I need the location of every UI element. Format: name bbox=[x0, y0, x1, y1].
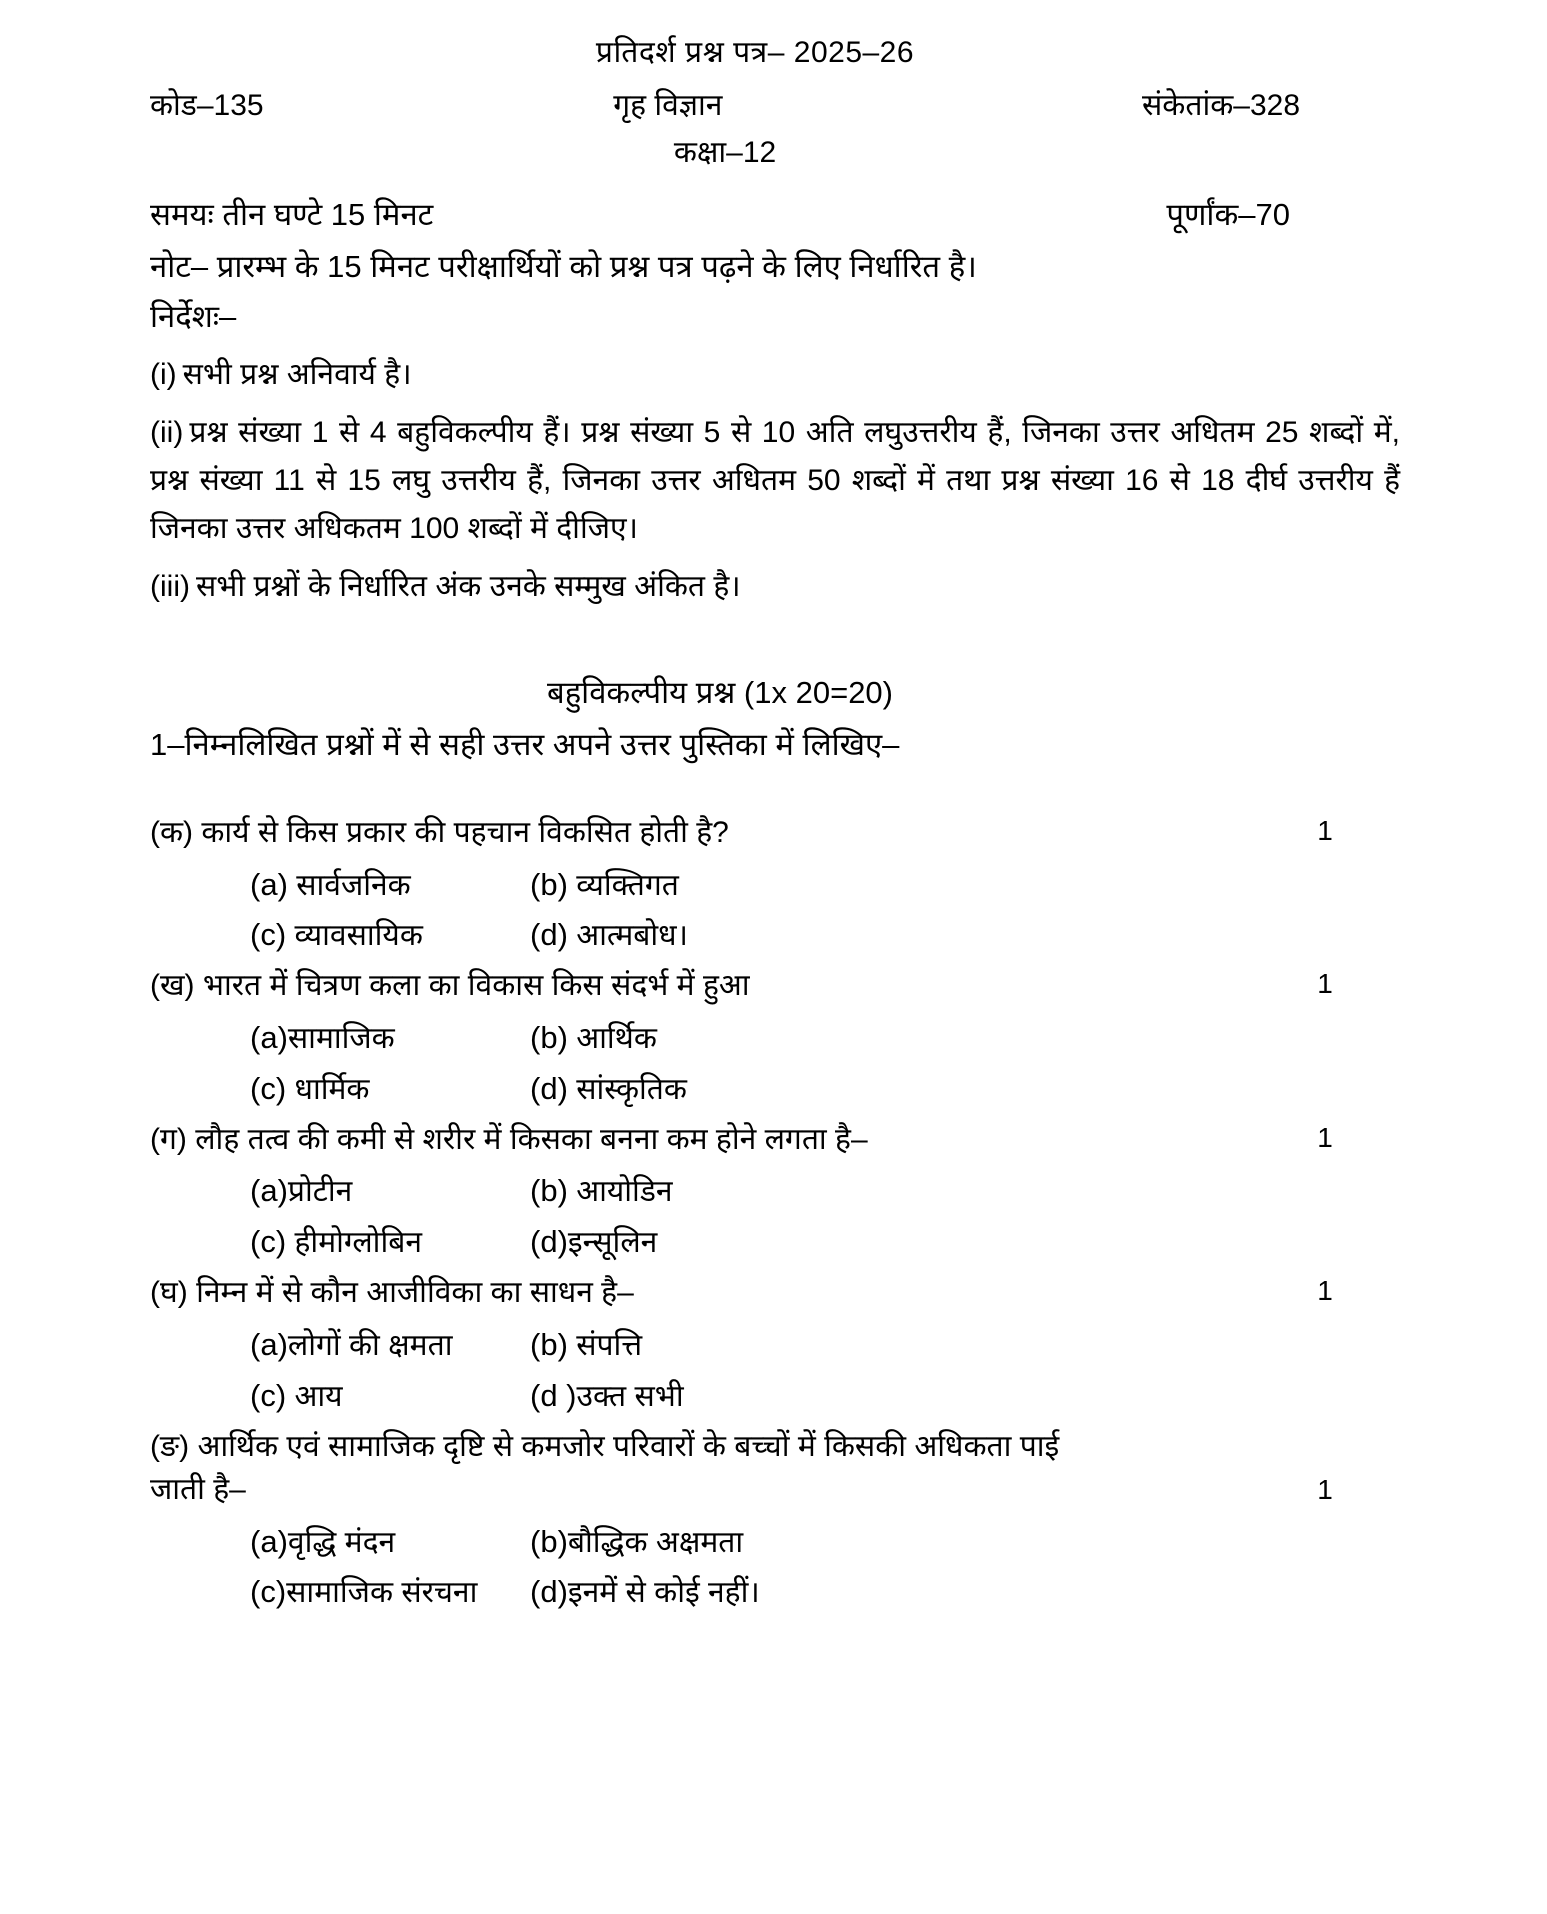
option-item[interactable] bbox=[250, 1169, 530, 1214]
option-item[interactable] bbox=[530, 1520, 743, 1565]
option-tag: (a) bbox=[250, 1326, 288, 1362]
question-label: (घ) bbox=[150, 1276, 188, 1310]
class-label: कक्षा–12 bbox=[673, 136, 777, 169]
option-tag: (c) bbox=[250, 1574, 287, 1610]
question-1-directive: 1–निम्नलिखित प्रश्नों में से सही उत्तर अपने उत्तर पुस्तिका में लिखिए– bbox=[150, 727, 900, 762]
instruction-item bbox=[150, 563, 1400, 611]
exam-duration: समयः तीन घण्टे 15 मिनट bbox=[150, 197, 434, 232]
option-text: व्यक्तिगत bbox=[567, 868, 679, 902]
option-text: सांस्कृतिक bbox=[567, 1072, 687, 1106]
question-body-cont: जाती है– bbox=[150, 1473, 246, 1506]
option-tag: (a) bbox=[250, 1019, 288, 1055]
option-item[interactable] bbox=[250, 1570, 530, 1615]
question-label: (ख) bbox=[150, 969, 195, 1003]
option-item[interactable] bbox=[250, 863, 530, 908]
option-tag: (b) bbox=[530, 1523, 568, 1559]
question-label: (ग) bbox=[150, 1122, 187, 1156]
option-item[interactable] bbox=[530, 1067, 687, 1112]
question-marks: 1 bbox=[1317, 968, 1333, 1000]
option-item[interactable] bbox=[250, 1220, 530, 1265]
question-text bbox=[150, 1425, 1400, 1469]
option-text: आयोडिन bbox=[567, 1175, 673, 1209]
option-text: सार्वजनिक bbox=[287, 868, 411, 902]
question-marks: 1 bbox=[1317, 1121, 1333, 1153]
option-row bbox=[150, 1374, 1400, 1419]
question-label: (क) bbox=[150, 816, 194, 849]
question-body: निम्न में से कौन आजीविका का साधन है– bbox=[196, 1276, 634, 1310]
option-row bbox=[150, 1016, 1400, 1061]
option-text: हीमोग्लोबिन bbox=[286, 1226, 422, 1260]
question-marks: 1 bbox=[1317, 1474, 1333, 1505]
question-item bbox=[150, 964, 1400, 1111]
question-stem bbox=[150, 964, 1400, 1008]
option-row bbox=[150, 1067, 1400, 1112]
instruction-text: सभी प्रश्नों के निर्धारित अंक उनके सम्मुख अंकित है। bbox=[195, 570, 741, 603]
option-text: वृद्धि मंदन bbox=[287, 1525, 396, 1559]
option-item[interactable] bbox=[250, 913, 530, 958]
option-item[interactable] bbox=[530, 863, 679, 908]
question-text bbox=[150, 811, 1250, 855]
question-body: लौह तत्व की कमी से शरीर में किसका बनना कम होने लगता है– bbox=[195, 1122, 868, 1156]
question-stem bbox=[150, 1425, 1400, 1512]
question-stem bbox=[150, 1118, 1400, 1162]
paper-title: प्रतिदर्श प्रश्न पत्र– 2025–26 bbox=[595, 36, 915, 69]
option-item[interactable] bbox=[250, 1374, 530, 1419]
option-text: सामाजिक संरचना bbox=[286, 1576, 478, 1610]
instruction-text: सभी प्रश्न अनिवार्य है। bbox=[182, 358, 412, 391]
option-tag: (c) bbox=[250, 1224, 287, 1260]
option-tag: (b) bbox=[530, 1019, 568, 1055]
mcq-section-heading: बहुविकल्पीय प्रश्न (1x 20=20) bbox=[547, 675, 893, 710]
option-item[interactable] bbox=[530, 1220, 657, 1265]
option-item[interactable] bbox=[530, 1323, 642, 1368]
option-item[interactable] bbox=[250, 1067, 530, 1112]
option-tag: (b) bbox=[530, 1173, 568, 1209]
option-tag: (d) bbox=[530, 1224, 568, 1260]
option-item[interactable] bbox=[250, 1016, 530, 1061]
option-tag: (a) bbox=[250, 866, 288, 902]
option-text: आत्मबोध। bbox=[567, 919, 688, 953]
instruction-label: (ii) bbox=[150, 416, 184, 449]
option-text: आय bbox=[286, 1379, 343, 1413]
page-content bbox=[150, 30, 1400, 1621]
option-row bbox=[150, 1220, 1400, 1265]
option-tag: (a) bbox=[250, 1173, 288, 1209]
option-row bbox=[150, 863, 1400, 908]
option-text: लोगों की क्षमता bbox=[287, 1328, 453, 1362]
question-item bbox=[150, 811, 1400, 958]
option-item[interactable] bbox=[250, 1520, 530, 1565]
question-body: आर्थिक एवं सामाजिक दृष्टि से कमजोर परिवारों के बच्चों में किसकी अधिकता पाई bbox=[197, 1429, 1060, 1463]
question-stem bbox=[150, 811, 1400, 855]
option-tag: (b) bbox=[530, 1326, 568, 1362]
option-text: धार्मिक bbox=[286, 1072, 370, 1106]
option-text: प्रोटीन bbox=[287, 1175, 353, 1209]
question-item bbox=[150, 1271, 1400, 1418]
instruction-label: (iii) bbox=[150, 570, 190, 603]
question-item bbox=[150, 1425, 1400, 1616]
sanketank-code: संकेतांक–328 bbox=[1142, 89, 1300, 122]
option-text: उक्त सभी bbox=[576, 1379, 684, 1413]
option-item[interactable] bbox=[530, 913, 688, 958]
question-text bbox=[150, 1118, 1250, 1162]
option-item[interactable] bbox=[530, 1169, 673, 1214]
option-text: संपत्ति bbox=[567, 1328, 643, 1362]
option-row bbox=[150, 1323, 1400, 1368]
paper-code: कोड–135 bbox=[150, 89, 264, 122]
instruction-item bbox=[150, 351, 1400, 399]
instructions-heading: निर्देशः– bbox=[150, 299, 237, 334]
question-stem-line2 bbox=[150, 1468, 1400, 1512]
question-text bbox=[150, 1271, 1250, 1315]
option-text: इनमें से कोई नहीं। bbox=[567, 1576, 760, 1610]
option-item[interactable] bbox=[250, 1323, 530, 1368]
option-tag: (d) bbox=[530, 1574, 568, 1610]
reading-time-note: नोट– प्रारम्भ के 15 मिनट परीक्षार्थियों को प्रश्न पत्र पढ़ने के लिए निर्धारित है। bbox=[150, 249, 977, 284]
question-body: भारत में चित्रण कला का विकास किस संदर्भ में हुआ bbox=[202, 969, 750, 1003]
option-tag: (b) bbox=[530, 866, 568, 902]
option-text: व्यावसायिक bbox=[286, 919, 423, 953]
time-marks-row bbox=[150, 193, 1400, 235]
option-item[interactable] bbox=[530, 1016, 657, 1061]
option-tag: (c) bbox=[250, 917, 287, 953]
option-text: इन्सूलिन bbox=[567, 1226, 658, 1260]
question-text bbox=[150, 964, 1250, 1008]
option-row bbox=[150, 1570, 1400, 1615]
option-text: बौद्धिक अक्षमता bbox=[567, 1525, 744, 1559]
full-marks: पूर्णांक–70 bbox=[1166, 197, 1290, 232]
option-tag: (a) bbox=[250, 1523, 288, 1559]
option-row bbox=[150, 913, 1400, 958]
option-tag: (d) bbox=[530, 1070, 568, 1106]
question-label: (ङ) bbox=[150, 1429, 190, 1463]
question-marks: 1 bbox=[1317, 1275, 1333, 1307]
option-tag: (d) bbox=[530, 917, 568, 953]
option-tag: (c) bbox=[250, 1070, 287, 1106]
option-row bbox=[150, 1169, 1400, 1214]
instruction-label: (i) bbox=[150, 358, 177, 391]
question-body: कार्य से किस प्रकार की पहचान विकसित होती है? bbox=[201, 816, 729, 849]
header-row bbox=[150, 83, 1400, 124]
subject-name: गृह विज्ञान bbox=[613, 89, 723, 122]
instruction-item bbox=[150, 409, 1400, 553]
option-tag: (d ) bbox=[530, 1377, 577, 1413]
option-text: आर्थिक bbox=[567, 1021, 657, 1055]
option-item[interactable] bbox=[530, 1570, 760, 1615]
question-item bbox=[150, 1118, 1400, 1265]
option-row bbox=[150, 1520, 1400, 1565]
option-text: सामाजिक bbox=[287, 1021, 395, 1055]
question-marks: 1 bbox=[1317, 815, 1333, 846]
question-stem bbox=[150, 1271, 1400, 1315]
option-item[interactable] bbox=[530, 1374, 684, 1419]
option-tag: (c) bbox=[250, 1377, 287, 1413]
instruction-text: प्रश्न संख्या 1 से 4 बहुविकल्पीय हैं। प्रश्न संख्या 5 से 10 अति लघुउत्तरीय हैं, जिनका उत्तर अधितम 25 शब्दों में, प्रश्न संख्या 11 से 15 लघु उत्तरीय हैं, जिनका उत्तर अधितम 50 शब्दों में तथा प्रश्न संख्या 16 से 18 दीर्घ उत्तरीय हैं जिनका उत्तर अधिकतम 100 शब्दों में दीजिए। bbox=[150, 416, 1400, 545]
